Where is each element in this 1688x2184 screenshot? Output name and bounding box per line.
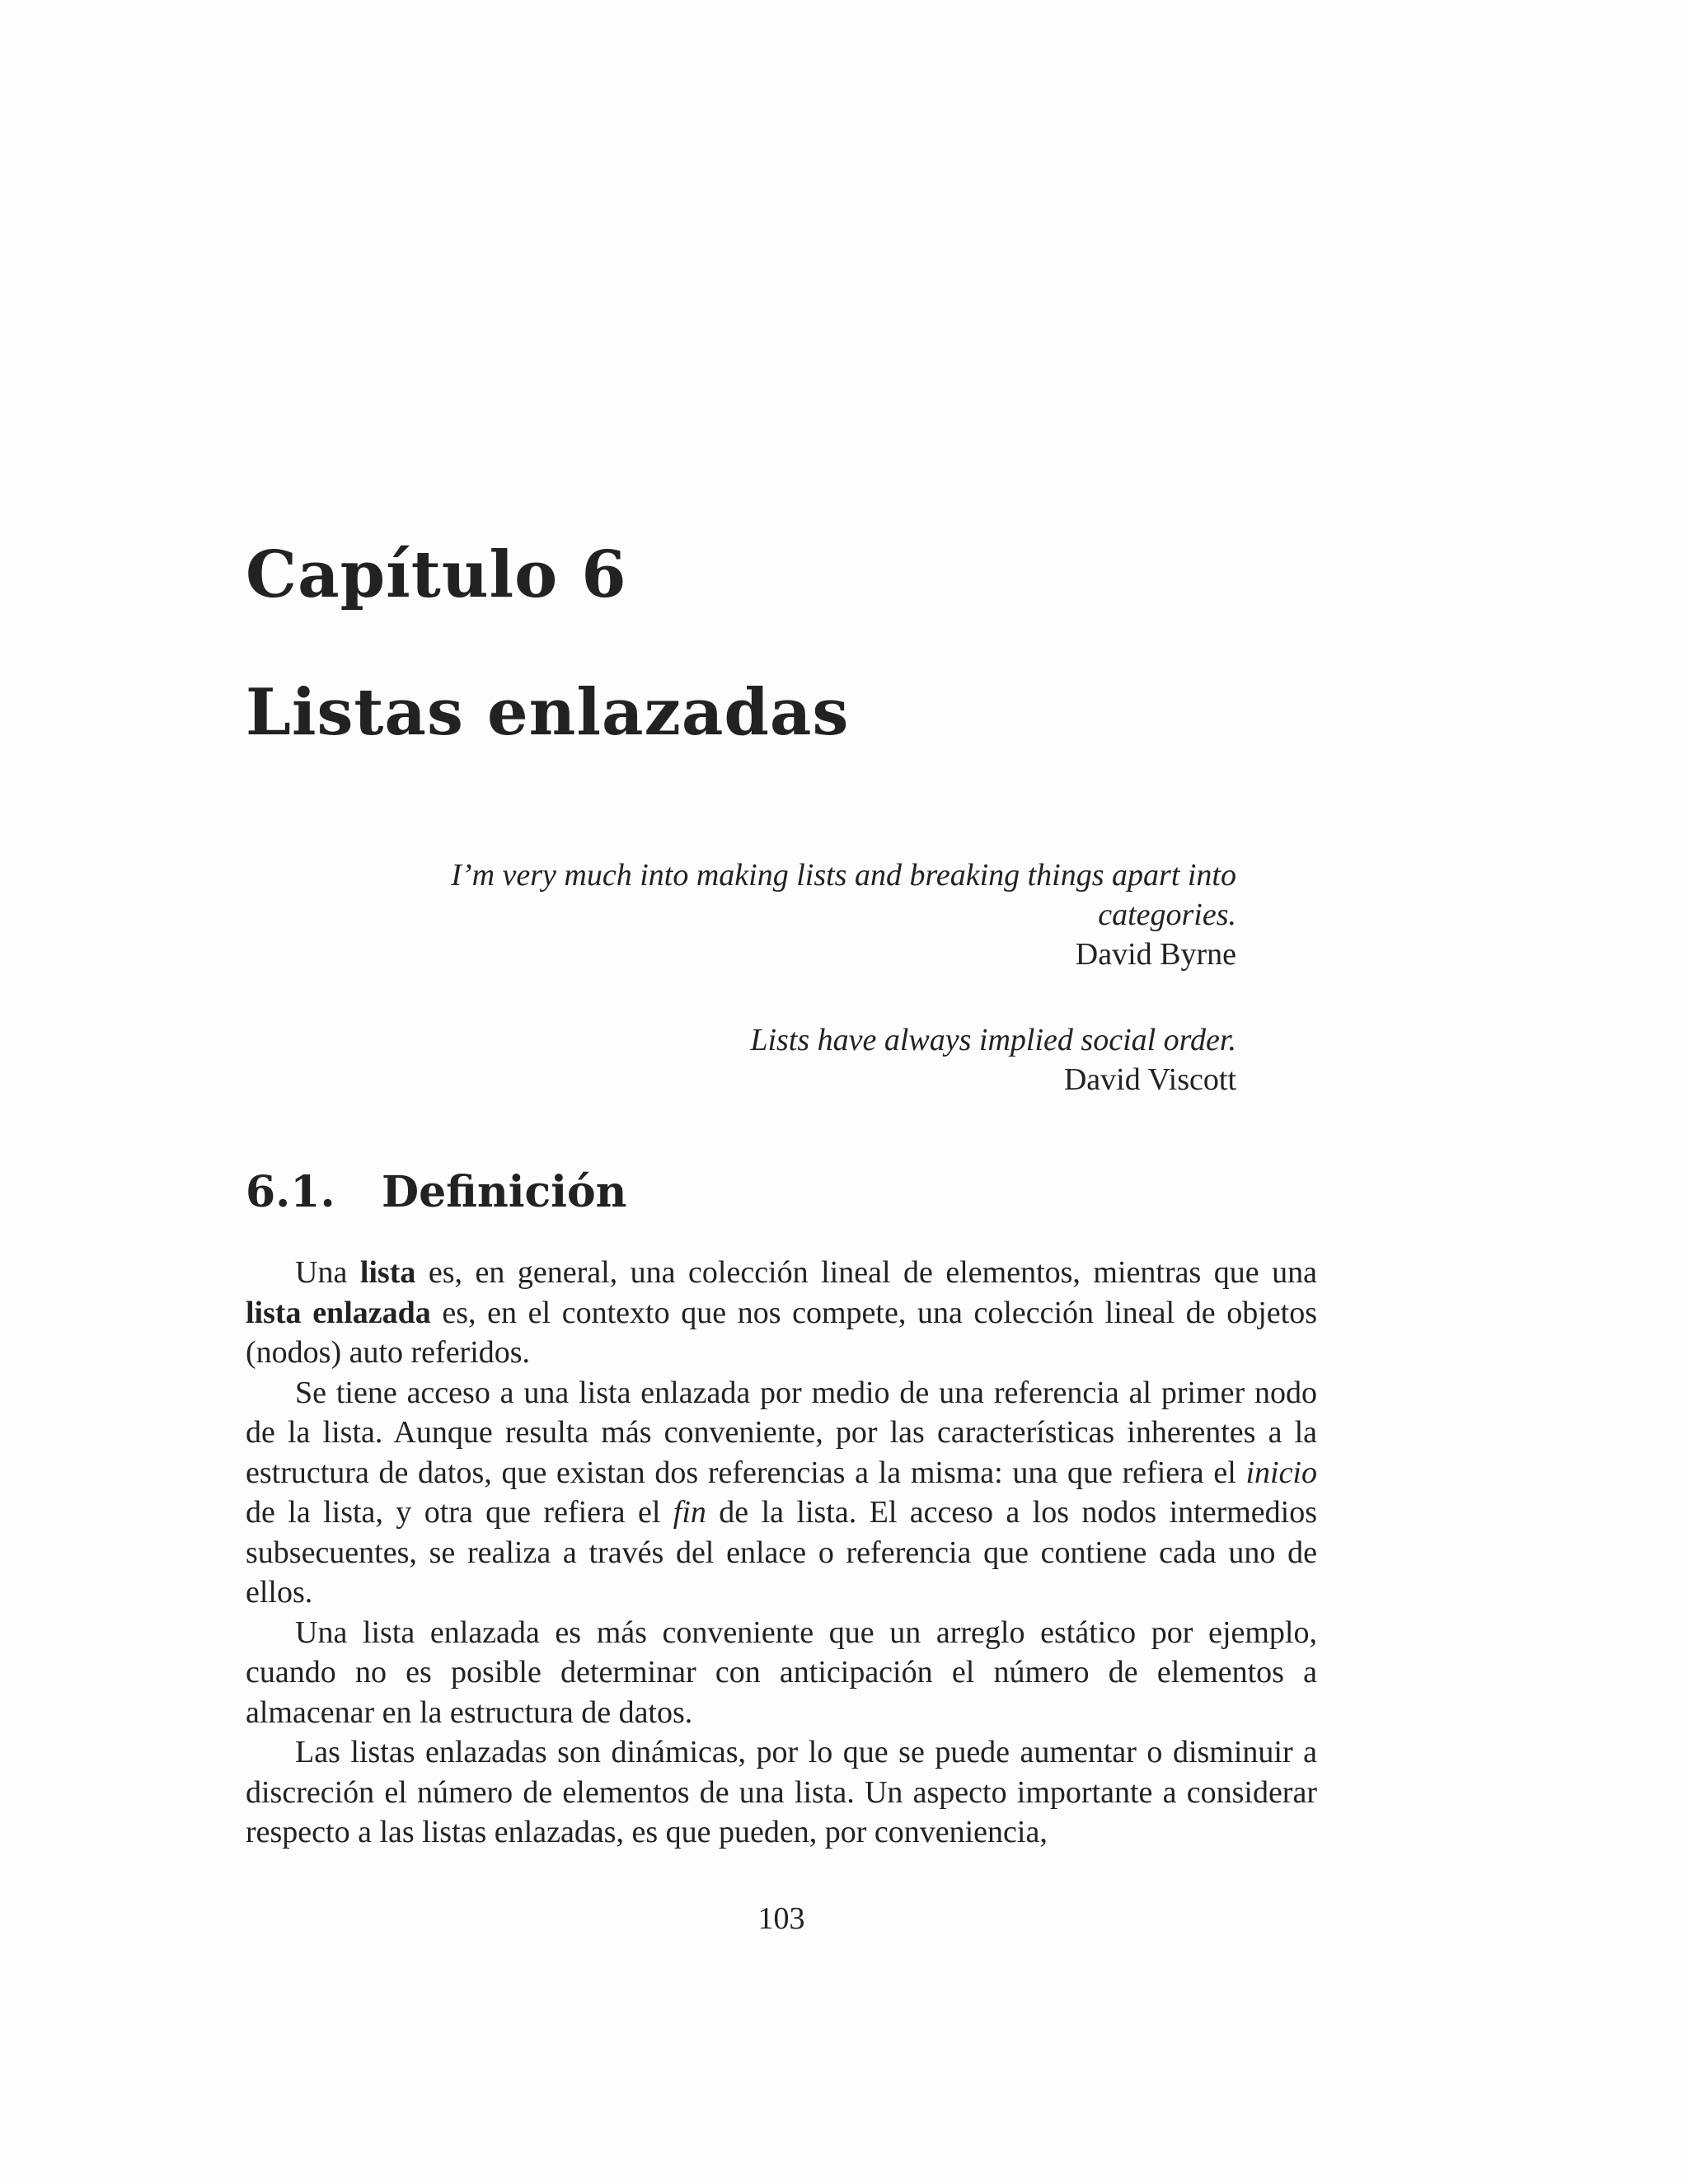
section-heading: [246, 1164, 626, 1221]
epigraph-author: David Byrne: [1075, 937, 1236, 972]
italic-term: inicio: [1245, 1455, 1317, 1490]
epigraph: [330, 1020, 1236, 1099]
bold-term: lista: [359, 1255, 416, 1290]
paragraph: Las listas enlazadas son dinámicas, por lo que se puede aumentar o disminuir a discreción el número de elementos de una lista. Un aspecto importante a considerar respecto a las listas enlazadas, es que pueden, por conveniencia,: [246, 1735, 1317, 1849]
text-run: es, en el contexto que nos compete, una colección lineal de objetos (nodos) auto referidos.: [246, 1295, 1317, 1370]
chapter-label: Capítulo 6: [246, 537, 627, 612]
epigraph-quote: I’m very much into making lists and breaking things apart into categories.: [451, 858, 1236, 932]
epigraph-quote: Lists have always implied social order.: [750, 1023, 1236, 1057]
bold-term: lista enlazada: [246, 1295, 431, 1330]
section-number: 6.1.: [246, 1167, 335, 1217]
chapter-title: Listas enlazadas: [246, 675, 850, 750]
epigraph-author: David Viscott: [1063, 1062, 1236, 1097]
italic-term: fin: [673, 1495, 706, 1530]
page-number: 103: [757, 1901, 805, 1936]
text-run: de la lista. El acceso a los nodos intermedios subsecuentes, se realiza a través del enlace o referencia que contiene cada uno de ellos.: [246, 1495, 1318, 1610]
paragraph: [246, 1253, 1317, 1373]
body-text: [246, 1253, 1317, 1853]
epigraph: [330, 855, 1236, 974]
text-run: es, en general, una colección lineal de elementos, mientras que una: [415, 1255, 1317, 1290]
section-title: Definición: [382, 1167, 627, 1217]
text-run: Se tiene acceso a una lista enlazada por medio de una referencia al primer nodo de la lista. Aunque resulta más conveniente, por las características inherentes a la estructura de datos, que existan dos referencias a la misma: una que refiera el: [246, 1375, 1317, 1490]
text-run: Una: [295, 1255, 360, 1290]
paragraph: [246, 1373, 1317, 1613]
paragraph: Una lista enlazada es más conveniente que un arreglo estático por ejemplo, cuando no es posible determinar con anticipación el número de elementos a almacenar en la estructura de datos.: [246, 1615, 1317, 1730]
text-run: de la lista, y otra que refiera el: [246, 1495, 673, 1530]
